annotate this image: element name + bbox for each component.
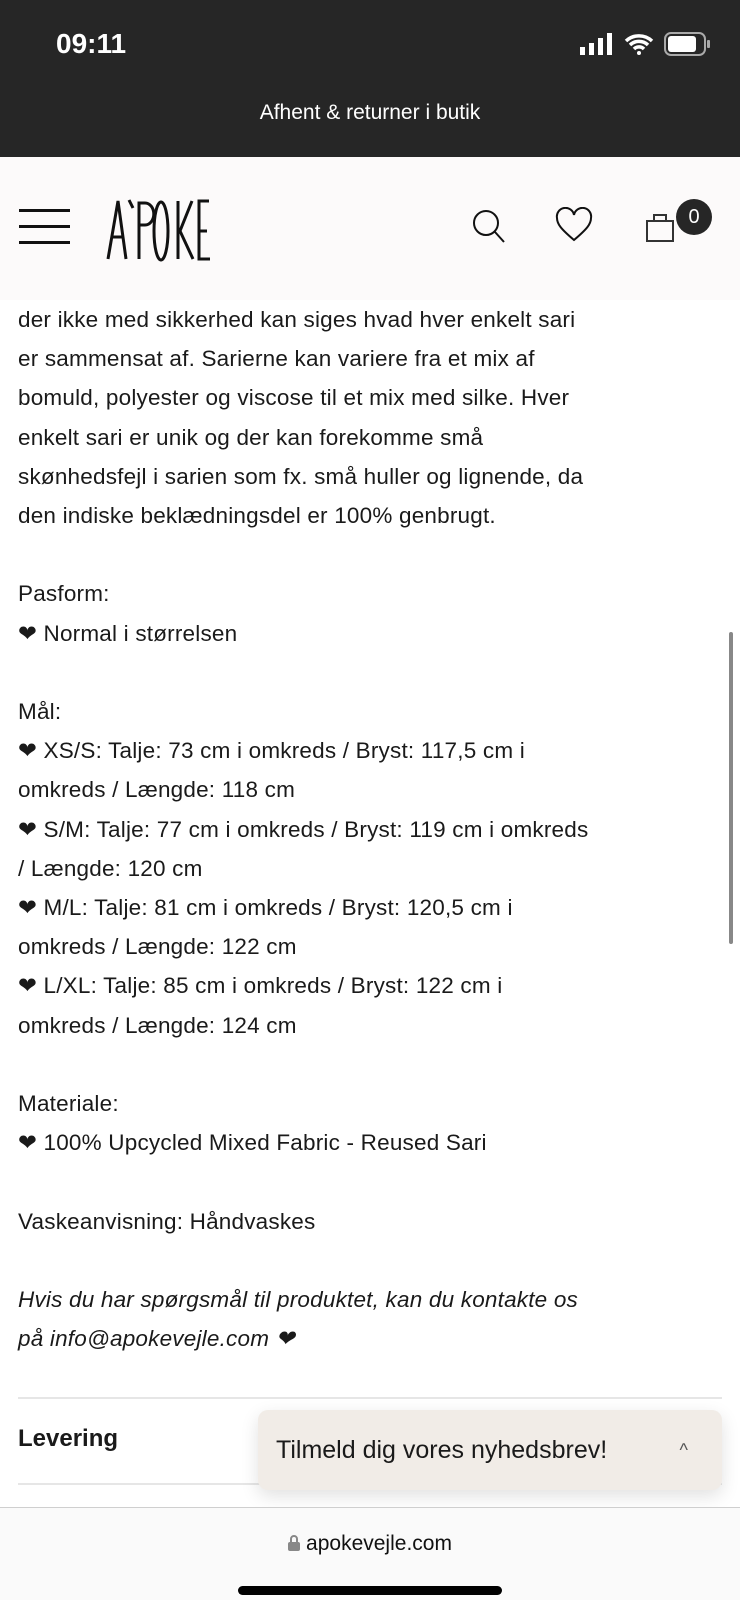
status-bar (0, 0, 740, 90)
wifi-icon (624, 33, 654, 55)
menu-icon[interactable] (19, 209, 70, 245)
accordion-levering[interactable]: Levering (18, 1425, 119, 1452)
description-line: ❤ M/L: Talje: 81 cm i omkreds / Bryst: 120,5 cm i (18, 895, 513, 921)
description-line: Hvis du har spørgsmål til produktet, kan du kontakte os (18, 1287, 579, 1312)
description-line: omkreds / Længde: 122 cm (18, 934, 297, 960)
description-line: Materiale: (18, 1091, 119, 1117)
description-line: Pasform: (18, 581, 110, 607)
logo[interactable] (106, 197, 231, 263)
scrollbar[interactable] (729, 632, 733, 944)
description-line: den indiske beklædningsdel er 100% genbrugt. (18, 503, 496, 529)
description-paragraph (18, 574, 718, 652)
description-paragraph (18, 1280, 718, 1358)
lock-icon (288, 1535, 300, 1551)
status-time: 09:11 (56, 28, 127, 59)
description-paragraph (18, 1084, 718, 1162)
search-icon[interactable] (470, 207, 508, 245)
description-line: Mål: (18, 699, 62, 724)
description-line: omkreds / Længde: 124 cm (18, 1012, 297, 1038)
signal-icon (580, 33, 614, 55)
cart-count-badge: 0 (676, 199, 712, 235)
home-indicator[interactable] (238, 1586, 502, 1595)
url-bar[interactable] (0, 1532, 740, 1556)
description-line: er sammensat af. Sarierne kan variere fra et mix af (18, 346, 535, 372)
description-line: Vaskeanvisning: Håndvaskes (18, 1208, 316, 1234)
description-line: skønhedsfejl i sarien som fx. små huller og lignende, da (18, 463, 584, 489)
battery-icon (664, 32, 710, 56)
description-line: ❤ 100% Upcycled Mixed Fabric - Reused Sari (18, 1130, 487, 1156)
description-line: ❤ L/XL: Talje: 85 cm i omkreds / Bryst: 122 cm i (18, 973, 503, 999)
description-line: ❤ XS/S: Talje: 73 cm i omkreds / Bryst: 117,5 cm i (18, 738, 525, 764)
browser-bar (0, 1507, 740, 1600)
description-line: på info@apokevejle.com ❤ (18, 1326, 295, 1352)
description-line: ❤ Normal i størrelsen (18, 620, 238, 646)
announcement-bar[interactable]: Afhent & returner i butik (0, 90, 740, 157)
description-paragraph (18, 300, 718, 535)
description-paragraph (18, 692, 718, 1045)
description-line: der ikke med sikkerhed kan siges hvad hver enkelt sari (18, 307, 576, 332)
wishlist-heart-icon[interactable] (555, 207, 593, 243)
description-line: bomuld, polyester og viscose til et mix med silke. Hver (18, 385, 570, 411)
description-line: ❤ S/M: Talje: 77 cm i omkreds / Bryst: 119 cm i omkreds (18, 816, 589, 842)
url-text: apokevejle.com (306, 1532, 452, 1555)
site-header (0, 157, 740, 300)
description-line: / Længde: 120 cm (18, 855, 203, 881)
cart-icon[interactable] (645, 209, 679, 243)
chevron-up-icon: ^ (679, 1440, 688, 1460)
description-line: omkreds / Længde: 118 cm (18, 777, 296, 803)
newsletter-popup-button[interactable] (258, 1410, 722, 1490)
product-description (18, 300, 718, 1398)
newsletter-label: Tilmeld dig vores nyhedsbrev! (276, 1436, 608, 1464)
description-paragraph (18, 1202, 718, 1241)
description-line: enkelt sari er unik og der kan forekomme små (18, 424, 484, 450)
divider (18, 1397, 722, 1399)
